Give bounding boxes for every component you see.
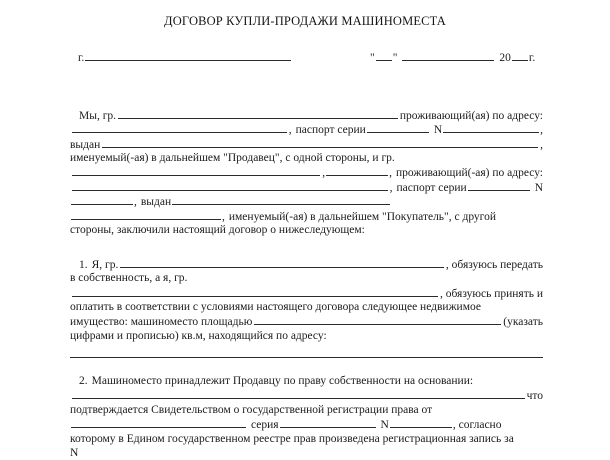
clause-2-line-3: подтверждается Свидетельством о государственной регистрации права от (70, 403, 433, 416)
comma: , (288, 124, 292, 137)
buyer-name-line[interactable] (72, 166, 320, 177)
residing-at-label: проживающий(-ая) по адресу: (396, 167, 543, 180)
clause-1-block (70, 257, 543, 358)
passport-series-label: паспорт серии (295, 124, 366, 137)
we-citizen-label: Мы, гр. (79, 109, 117, 122)
buyer-designation-text: именуемый(-ая) в дальнейшем "Покупатель", с другой (228, 210, 497, 223)
clause-1-buyer-name-line[interactable] (72, 286, 438, 297)
preamble-line-2 (70, 122, 543, 136)
clause-2-number: 2. (79, 375, 88, 387)
according-to-text: , согласно (452, 418, 502, 431)
residing-at-label: проживающий(ая) по адресу: (399, 109, 543, 122)
property-address-line[interactable] (70, 343, 543, 357)
area-hint-text: (указать (503, 316, 543, 329)
buyer-passport-issuer-line-2[interactable] (71, 209, 221, 220)
clause-1-line-1 (70, 257, 543, 271)
clause-2-block (70, 374, 543, 460)
clause-1-line-5 (70, 315, 543, 329)
date-field-group (370, 50, 535, 65)
obligation-accept-text: , обязуюсь принять и (439, 287, 543, 300)
issued-by-label: выдан (140, 196, 172, 209)
comma: , (389, 181, 393, 194)
year-suffix: г. (528, 51, 536, 64)
city-field-group (78, 50, 292, 65)
preamble-block (70, 108, 543, 238)
day-input-line[interactable] (376, 50, 392, 61)
comma: , (389, 167, 393, 180)
month-input-line[interactable] (402, 50, 494, 61)
seller-passport-issuer-line[interactable] (102, 137, 538, 148)
preamble-line-1 (70, 108, 543, 122)
quote-open: " (370, 51, 375, 64)
comma: , (134, 196, 137, 209)
certificate-date-line[interactable] (71, 417, 246, 428)
quote-close: " (392, 51, 398, 64)
clause-1-line-3 (70, 286, 543, 300)
buyer-passport-series-line[interactable] (468, 180, 530, 191)
preamble-line-4: именуемый(-ая) в дальнейшем "Продавец", с одной стороны, и гр. (70, 152, 395, 165)
passport-number-label: N (433, 124, 443, 137)
buyer-passport-number-line[interactable] (71, 194, 133, 205)
buyer-address-line[interactable] (72, 180, 388, 191)
property-area-line[interactable] (254, 315, 501, 326)
preamble-line-6 (70, 180, 543, 194)
clause-1-line-4: оплатить в соответствии с условиями настоящего договора следующее недвижимое (70, 301, 481, 314)
certificate-number-label: N (380, 418, 389, 431)
preamble-line-7 (70, 194, 543, 208)
clause-2-ownership-basis-text: Машиноместо принадлежит Продавцу по праву собственности на основании: (91, 375, 474, 387)
clause-2-line-5: которому в Едином государственном реестре прав произведена регистрационная запись за (70, 432, 514, 445)
clause-2-line-4 (70, 417, 543, 431)
passport-series-label: паспорт серии (396, 181, 467, 194)
year-input-line[interactable] (512, 50, 528, 61)
certificate-number-line[interactable] (390, 417, 452, 428)
comma: , (540, 138, 543, 151)
city-input-line[interactable] (85, 50, 291, 61)
preamble-line-5 (70, 166, 543, 180)
comma: , (222, 210, 225, 223)
buyer-passport-issuer-line[interactable] (172, 194, 390, 205)
city-label: г. (78, 51, 85, 64)
obligation-transfer-text: , обязуюсь передать (445, 258, 543, 271)
page-title: ДОГОВОР КУПЛИ-ПРОДАЖИ МАШИНОМЕСТА (164, 14, 446, 28)
certificate-series-line[interactable] (280, 417, 376, 428)
that-word: что (526, 390, 543, 403)
buyer-extra-line[interactable] (326, 166, 388, 177)
i-citizen-label: Я, гр. (91, 258, 119, 271)
preamble-line-8 (70, 209, 543, 223)
comma: , (322, 167, 326, 180)
issued-by-label: выдан (70, 138, 101, 151)
comma: , (540, 124, 543, 137)
seller-passport-series-line[interactable] (367, 122, 429, 133)
preamble-line-3 (70, 137, 543, 151)
clause-1-line-2: в собственность, а я, гр. (70, 272, 188, 285)
year-prefix: 20 (499, 51, 511, 64)
clause-1-line-6: цифрами и прописью) кв.м, находящийся по адресу: (70, 329, 327, 342)
clause-2-line-1 (70, 374, 543, 388)
passport-number-label: N (534, 181, 543, 194)
header-row (70, 50, 543, 66)
clause-2-line-2 (70, 388, 543, 402)
seller-name-line[interactable] (118, 108, 398, 119)
clause-2-line-6-cut: N (70, 446, 79, 459)
certificate-series-label: серия (251, 418, 279, 431)
preamble-line-9: стороны, заключили настоящий договор о нижеследующем: (70, 224, 365, 237)
clause-1-number: 1. (79, 258, 88, 271)
clause-1-seller-name-line[interactable] (120, 257, 443, 268)
seller-passport-number-line[interactable] (443, 122, 539, 133)
property-area-label: имущество: машиноместо площадью (70, 316, 253, 329)
seller-address-line[interactable] (72, 122, 287, 133)
ownership-basis-line[interactable] (72, 388, 525, 399)
